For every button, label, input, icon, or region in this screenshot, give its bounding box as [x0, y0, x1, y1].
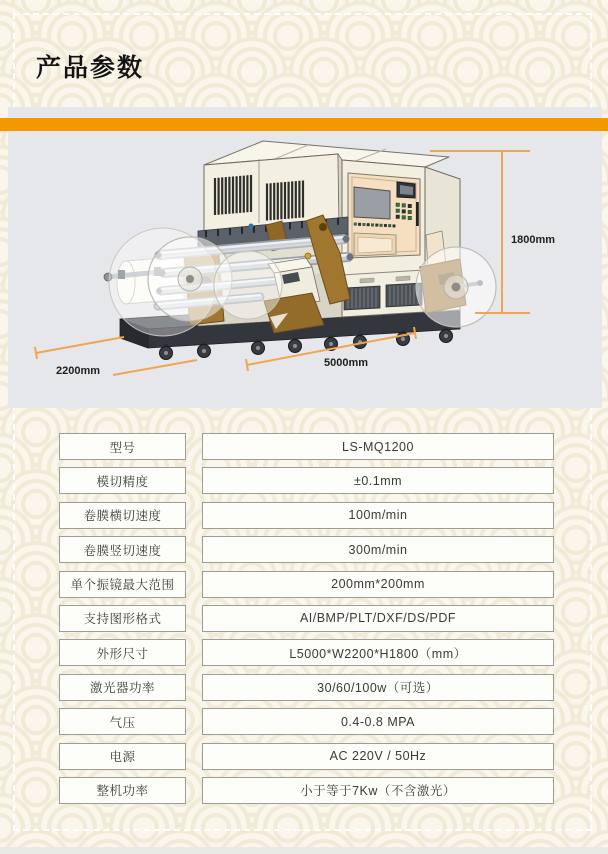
spec-row: [59, 502, 554, 529]
button-grid: [396, 203, 412, 220]
spec-row: [59, 777, 554, 804]
spec-value: LS-MQ1200: [202, 433, 554, 460]
slider-bar: [416, 202, 419, 226]
spec-value: ±0.1mm: [202, 467, 554, 494]
control-panel: [348, 173, 420, 258]
spec-label: 卷膜横切速度: [59, 502, 186, 529]
spec-label: 支持图形格式: [59, 605, 186, 632]
product-diagram-panel: [8, 107, 602, 408]
spec-value: 小于等于7Kw（不含激光）: [202, 777, 554, 804]
spec-value: 0.4-0.8 MPA: [202, 708, 554, 735]
page-title: 产品参数: [36, 54, 145, 82]
spec-row: [59, 674, 554, 701]
spec-label: 整机功率: [59, 777, 186, 804]
spec-label: 卷膜竖切速度: [59, 536, 186, 563]
spec-label: 模切精度: [59, 467, 186, 494]
bottom-strip: [0, 847, 608, 854]
spec-label: 单个振镜最大范围: [59, 571, 186, 598]
spec-row: [59, 605, 554, 632]
spec-value: 200mm*200mm: [202, 571, 554, 598]
spec-label: 外形尺寸: [59, 639, 186, 666]
machine-illustration: [8, 107, 602, 408]
spec-row: [59, 571, 554, 598]
spec-value: AI/BMP/PLT/DXF/DS/PDF: [202, 605, 554, 632]
dimension-width-label: 2200mm: [55, 365, 101, 377]
main-screen: [354, 187, 390, 219]
spec-value: 30/60/100w（可选）: [202, 674, 554, 701]
dimension-height-label: 1800mm: [511, 234, 556, 246]
spec-label: 激光器功率: [59, 674, 186, 701]
spec-label: 气压: [59, 708, 186, 735]
accent-bar: [0, 118, 608, 131]
spec-label: 型号: [59, 433, 186, 460]
spec-value: L5000*W2200*H1800（mm）: [202, 639, 554, 666]
spec-label: 电源: [59, 743, 186, 770]
spec-row: [59, 743, 554, 770]
spec-row: [59, 467, 554, 494]
spec-row: [59, 639, 554, 666]
spec-table: [59, 433, 554, 811]
spec-value: 100m/min: [202, 502, 554, 529]
spec-value: AC 220V / 50Hz: [202, 743, 554, 770]
dimension-length-label: 5000mm: [323, 357, 369, 369]
spec-row: [59, 708, 554, 735]
spec-row: [59, 433, 554, 460]
spec-value: 300m/min: [202, 536, 554, 563]
spec-row: [59, 536, 554, 563]
